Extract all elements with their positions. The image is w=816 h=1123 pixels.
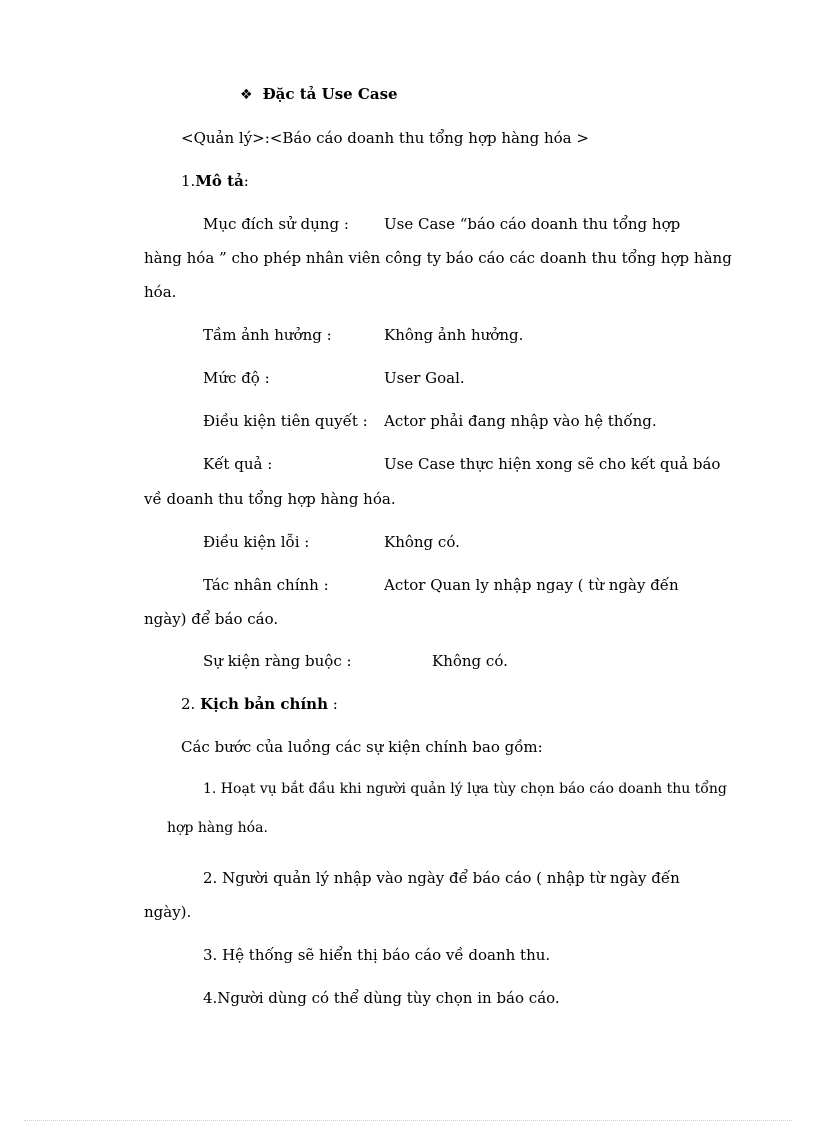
result-value: Use Case thực hiện xong sẽ cho kết quả báo bbox=[384, 455, 721, 473]
main-actor-continuation: ngày) để báo cáo. bbox=[144, 610, 279, 628]
section1-number: 1. bbox=[181, 172, 196, 190]
section2-title-text: Kịch bản chính bbox=[200, 695, 328, 713]
purpose-label: Mục đích sử dụng : bbox=[203, 215, 349, 233]
result-label: Kết quả : bbox=[203, 455, 273, 473]
main-actor-value: Actor Quan ly nhập ngay ( từ ngày đến bbox=[384, 576, 679, 594]
section2-title bbox=[181, 694, 338, 714]
step-3: 3. Hệ thống sẽ hiển thị báo cáo về doanh thu. bbox=[203, 946, 551, 964]
section1-colon: : bbox=[243, 172, 249, 190]
step-1: 1. Hoạt vụ bắt đầu khi người quản lý lựa tùy chọn báo cáo doanh thu tổng bbox=[203, 781, 727, 797]
constraint-value: Không có. bbox=[432, 652, 508, 670]
constraint-label: Sự kiện ràng buộc : bbox=[203, 652, 352, 670]
use-case-name: <Quản lý>:<Báo cáo doanh thu tổng hợp hàng hóa > bbox=[181, 129, 589, 147]
precondition-label: Điều kiện tiên quyết : bbox=[203, 412, 368, 430]
error-condition-value: Không có. bbox=[384, 533, 460, 551]
section2-colon: : bbox=[332, 695, 338, 713]
level-label: Mức độ : bbox=[203, 369, 270, 387]
section1-title bbox=[181, 171, 249, 191]
section1-title-text: Mô tả bbox=[195, 172, 244, 190]
step-2-continuation: ngày). bbox=[144, 903, 192, 921]
section2-intro: Các bước của luồng các sự kiện chính bao gồm: bbox=[181, 738, 543, 756]
level-value: User Goal. bbox=[384, 369, 465, 387]
error-condition-label: Điều kiện lỗi : bbox=[203, 533, 310, 551]
section2-number: 2. bbox=[181, 695, 196, 713]
step-4: 4.Người dùng có thể dùng tùy chọn in báo cáo. bbox=[203, 989, 560, 1007]
result-continuation: về doanh thu tổng hợp hàng hóa. bbox=[144, 490, 396, 508]
purpose-continuation: hàng hóa ” cho phép nhân viên công ty báo cáo các doanh thu tổng hợp hàng bbox=[144, 249, 732, 267]
step-2: 2. Người quản lý nhập vào ngày để báo cáo ( nhập từ ngày đến bbox=[203, 869, 680, 887]
step-1-continuation: hợp hàng hóa. bbox=[167, 820, 268, 836]
purpose-value: Use Case “báo cáo doanh thu tổng hợp bbox=[384, 215, 681, 233]
main-actor-label: Tác nhân chính : bbox=[203, 576, 329, 594]
footer-divider bbox=[24, 1120, 792, 1121]
section-heading bbox=[240, 84, 398, 105]
impact-label: Tầm ảnh hưởng : bbox=[203, 326, 332, 344]
purpose-continuation-2: hóa. bbox=[144, 283, 177, 301]
precondition-value: Actor phải đang nhập vào hệ thống. bbox=[384, 412, 657, 430]
heading-text: Đặc tả Use Case bbox=[262, 85, 398, 103]
four-diamond-icon: ❖ bbox=[240, 87, 253, 103]
impact-value: Không ảnh hưởng. bbox=[384, 326, 524, 344]
